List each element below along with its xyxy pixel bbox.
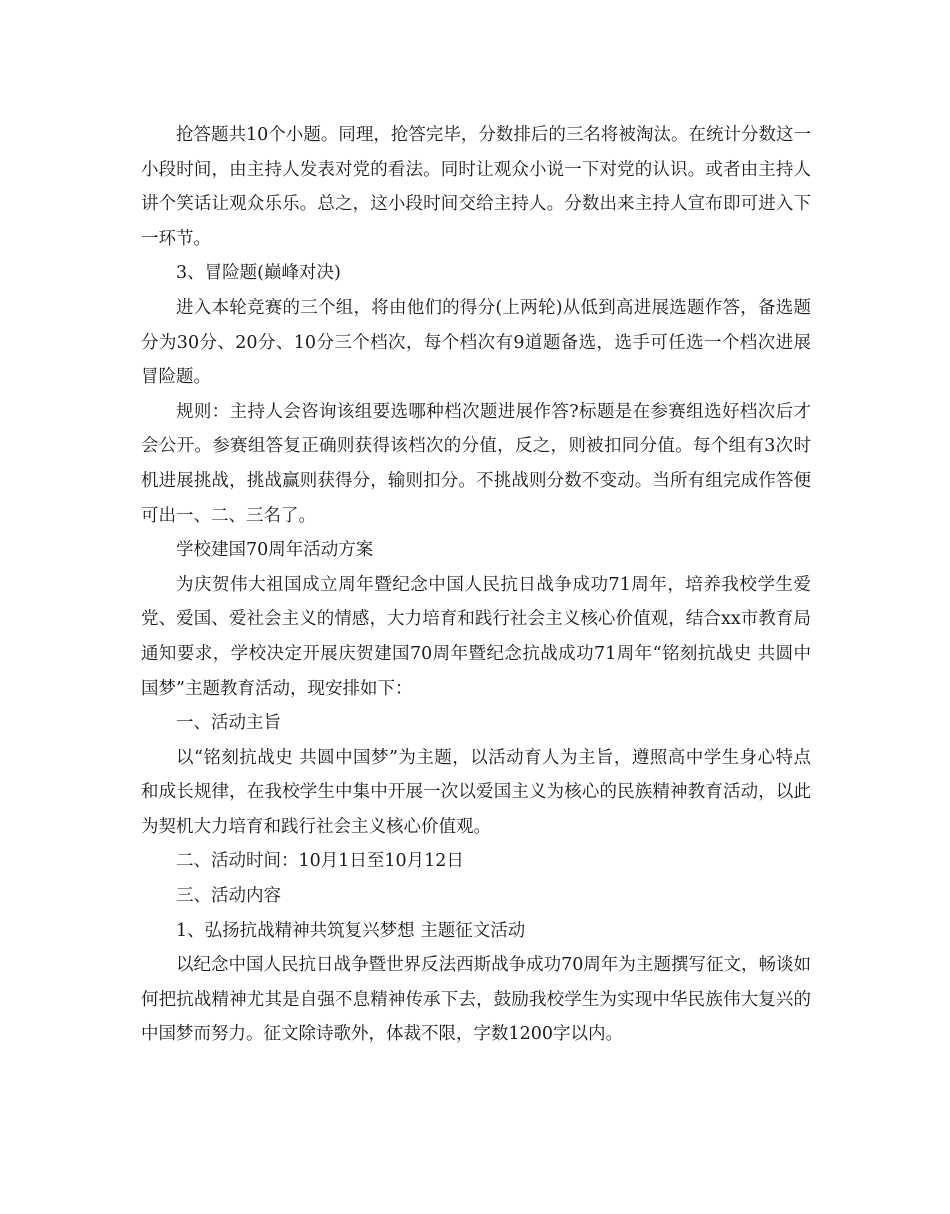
paragraph-adventure-intro: 进入本轮竞赛的三个组，将由他们的得分(上两轮)从低到高进展选题作答，备选题分为30分、20分、10分三个档次，每个档次有9道题备选，选手可任选一个档次进展冒险题。 bbox=[141, 297, 811, 388]
heading-activity-purpose: 一、活动主旨 bbox=[176, 713, 281, 734]
heading-essay-activity: 1、弘扬抗战精神共筑复兴梦想 主题征文活动 bbox=[176, 920, 526, 941]
paragraph-adventure-rules: 规则：主持人会咨询该组要选哪种档次题进展作答?标题是在参赛组选好档次后才会公开。参赛组答复正确则获得该档次的分值，反之，则被扣同分值。每个组有3次时机进展挑战，挑战赢则获得分，输则扣分。不挑战则分数不变动。当所有组完成作答便可出一、二、三名了。 bbox=[141, 401, 811, 526]
heading-adventure-round: 3、冒险题(巅峰对决) bbox=[176, 263, 341, 284]
heading-plan-title: 学校建国70周年活动方案 bbox=[176, 540, 374, 561]
document-body bbox=[141, 118, 811, 1052]
paragraph-quick-answer-rules: 抢答题共10个小题。同理，抢答完毕，分数排后的三名将被淘汰。在统计分数这一小段时间，由主持人发表对党的看法。同时让观众小说一下对党的认识。或者由主持人讲个笑话让观众乐乐。总之，这小段时间交给主持人。分数出来主持人宣布即可进入下一环节。 bbox=[141, 125, 811, 249]
paragraph-activity-time: 二、活动时间：10月1日至10月12日 bbox=[176, 851, 464, 872]
paragraph-essay-activity: 以纪念中国人民抗日战争暨世界反法西斯战争成功70周年为主题撰写征文，畅谈如何把抗战精神尤其是自强不息精神传承下去，鼓励我校学生为实现中华民族伟大复兴的中国梦而努力。征文除诗歌外，体裁不限，字数1200字以内。 bbox=[141, 955, 811, 1045]
heading-activity-content: 三、活动内容 bbox=[176, 886, 281, 907]
paragraph-plan-intro: 为庆贺伟大祖国成立周年暨纪念中国人民抗日战争成功71周年，培养我校学生爱党、爱国、爱社会主义的情感，大力培育和践行社会主义核心价值观，结合xx市教育局通知要求，学校决定开展庆贺建国70周年暨纪念抗战成功71周年“铭刻抗战史 共圆中国梦”主题教育活动，现安排如下： bbox=[141, 574, 811, 699]
paragraph-activity-purpose: 以“铭刻抗战史 共圆中国梦”为主题，以活动育人为主旨，遵照高中学生身心特点和成长规律，在我校学生中集中开展一次以爱国主义为核心的民族精神教育活动，以此为契机大力培育和践行社会主义核心价值观。 bbox=[141, 747, 811, 837]
